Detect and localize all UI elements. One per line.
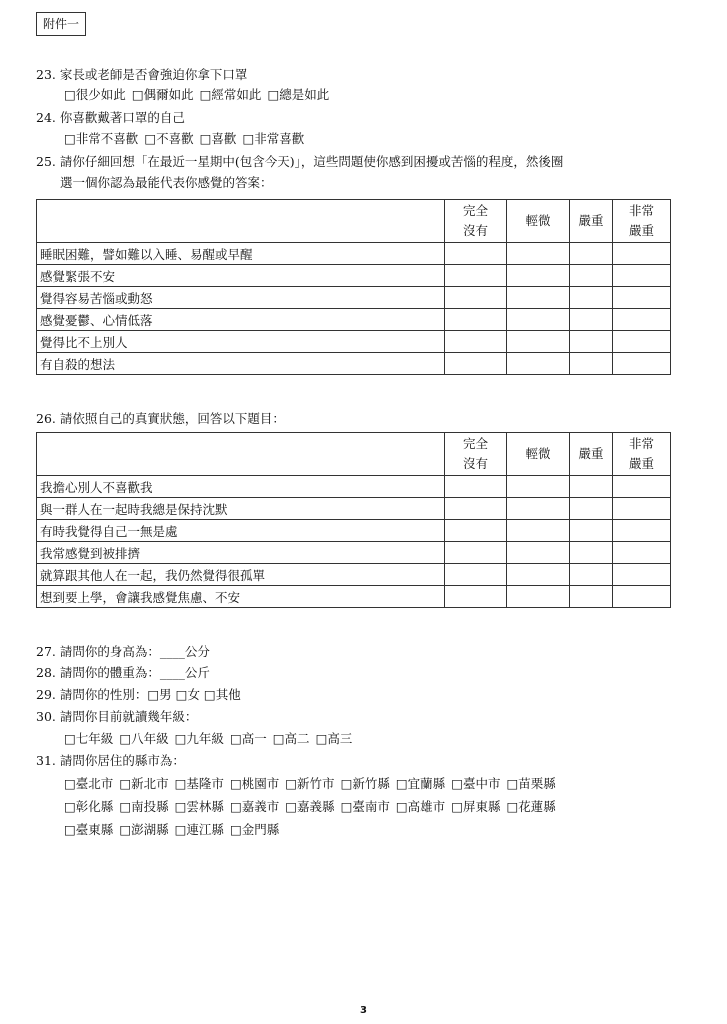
row-label: 感覺緊張不安: [37, 265, 445, 287]
answer-cell[interactable]: [445, 564, 507, 586]
row-label: 與一群人在一起時我總是保持沈默: [37, 498, 445, 520]
table-row: [37, 586, 671, 608]
option[interactable]: □基隆市: [174, 776, 224, 791]
answer-cell[interactable]: [570, 331, 613, 353]
header-severe: 嚴重: [570, 200, 613, 243]
answer-cell[interactable]: [445, 287, 507, 309]
question-24-options: [64, 130, 310, 148]
option[interactable]: □高一: [229, 731, 267, 746]
table-row: [37, 287, 671, 309]
social-anxiety-table: [36, 432, 671, 608]
answer-cell[interactable]: [507, 265, 570, 287]
option[interactable]: □臺北市: [64, 776, 114, 791]
option[interactable]: □澎湖縣: [119, 822, 169, 837]
answer-cell[interactable]: [613, 265, 671, 287]
option[interactable]: □金門縣: [229, 822, 280, 837]
header-mild: 輕微: [507, 200, 570, 243]
question-23: 23. 家長或老師是否會強迫你拿下口罩: [36, 67, 248, 82]
table-row: [37, 542, 671, 564]
answer-cell[interactable]: [445, 309, 507, 331]
option[interactable]: □偶爾如此: [131, 87, 194, 102]
option[interactable]: □雲林縣: [174, 799, 224, 814]
option[interactable]: □喜歡: [199, 131, 237, 146]
answer-cell[interactable]: [445, 498, 507, 520]
option[interactable]: □桃園市: [229, 776, 280, 791]
option[interactable]: □苗栗縣: [506, 776, 556, 791]
question-23-options: [64, 86, 335, 104]
row-label: 感覺憂鬱、心情低落: [37, 309, 445, 331]
option[interactable]: □嘉義市: [229, 799, 280, 814]
answer-cell[interactable]: [507, 476, 570, 498]
option[interactable]: □很少如此: [64, 87, 126, 102]
answer-cell[interactable]: [570, 476, 613, 498]
table-row: [37, 265, 671, 287]
row-label: 我常感覺到被排擠: [37, 542, 445, 564]
answer-cell[interactable]: [445, 542, 507, 564]
option[interactable]: □臺中市: [451, 776, 501, 791]
table-row: [37, 243, 671, 265]
table-header-row: [37, 200, 671, 243]
table-row: [37, 498, 671, 520]
header-none: 完全 沒有: [445, 433, 507, 476]
option[interactable]: □連江縣: [174, 822, 224, 837]
table-row: [37, 331, 671, 353]
row-label: 我擔心別人不喜歡我: [37, 476, 445, 498]
answer-cell[interactable]: [570, 309, 613, 331]
table-row: [37, 520, 671, 542]
answer-cell[interactable]: [613, 476, 671, 498]
header-very-severe: 非常 嚴重: [613, 433, 671, 476]
answer-cell[interactable]: [613, 520, 671, 542]
option[interactable]: □屏東縣: [451, 799, 501, 814]
item-header: [37, 200, 445, 243]
header-none: 完全 沒有: [445, 200, 507, 243]
row-label: 覺得比不上別人: [37, 331, 445, 353]
option[interactable]: □高二: [272, 731, 310, 746]
option[interactable]: □高雄市: [395, 799, 446, 814]
table-row: [37, 564, 671, 586]
answer-cell[interactable]: [570, 243, 613, 265]
table-row: [37, 309, 671, 331]
table-row: [37, 476, 671, 498]
answer-cell[interactable]: [570, 564, 613, 586]
row-label: 睡眠困難，譬如難以入睡、易醒或早醒: [37, 243, 445, 265]
answer-cell[interactable]: [445, 520, 507, 542]
answer-cell[interactable]: [445, 586, 507, 608]
distress-table: [36, 199, 671, 375]
answer-cell[interactable]: [570, 353, 613, 375]
answer-cell[interactable]: [445, 243, 507, 265]
answer-cell[interactable]: [613, 498, 671, 520]
question-28: 28. 請問你的體重為：____公斤: [36, 665, 210, 680]
option[interactable]: □七年級: [64, 731, 114, 746]
page-number: 3: [360, 1005, 367, 1016]
answer-cell[interactable]: [570, 586, 613, 608]
option[interactable]: □彰化縣: [64, 799, 114, 814]
option[interactable]: □非常喜歡: [242, 131, 305, 146]
question-27: 27. 請問你的身高為：____公分: [36, 644, 210, 659]
table-row: [37, 353, 671, 375]
answer-cell[interactable]: [613, 353, 671, 375]
row-label: 有自殺的想法: [37, 353, 445, 375]
question-31-options-row2: [64, 798, 562, 816]
option[interactable]: □新竹縣: [340, 776, 390, 791]
answer-cell[interactable]: [613, 564, 671, 586]
answer-cell[interactable]: [445, 331, 507, 353]
answer-cell[interactable]: [507, 353, 570, 375]
question-30: 30. 請問你目前就讀幾年級：: [36, 709, 198, 724]
attachment-label: 附件一: [36, 12, 86, 36]
answer-cell[interactable]: [445, 353, 507, 375]
option[interactable]: □八年級: [119, 731, 169, 746]
option[interactable]: □花蓮縣: [506, 799, 556, 814]
question-31-options-row1: [64, 775, 562, 793]
answer-cell[interactable]: [613, 586, 671, 608]
answer-cell[interactable]: [507, 564, 570, 586]
answer-cell[interactable]: [613, 243, 671, 265]
answer-cell[interactable]: [570, 520, 613, 542]
answer-cell[interactable]: [613, 309, 671, 331]
table-header-row: [37, 433, 671, 476]
option[interactable]: □臺東縣: [64, 822, 114, 837]
option[interactable]: □總是如此: [267, 87, 330, 102]
row-label: 有時我覺得自己一無是處: [37, 520, 445, 542]
answer-cell[interactable]: [570, 265, 613, 287]
option[interactable]: □嘉義縣: [285, 799, 335, 814]
option[interactable]: □九年級: [174, 731, 224, 746]
answer-cell[interactable]: [507, 498, 570, 520]
option[interactable]: □臺南市: [340, 799, 390, 814]
answer-cell[interactable]: [613, 542, 671, 564]
option[interactable]: □南投縣: [119, 799, 169, 814]
option[interactable]: □宜蘭縣: [395, 776, 446, 791]
answer-cell[interactable]: [613, 331, 671, 353]
option[interactable]: □新北市: [119, 776, 169, 791]
answer-cell[interactable]: [507, 331, 570, 353]
header-mild: 輕微: [507, 433, 570, 476]
answer-cell[interactable]: [613, 287, 671, 309]
question-25-line2: 選一個你認為最能代表你感覺的答案：: [60, 175, 273, 190]
row-label: 覺得容易苦惱或動怒: [37, 287, 445, 309]
option[interactable]: □非常不喜歡: [64, 131, 139, 146]
answer-cell[interactable]: [570, 542, 613, 564]
option[interactable]: □不喜歡: [144, 131, 194, 146]
answer-cell[interactable]: [507, 309, 570, 331]
question-31-options-row3: [64, 821, 285, 839]
row-label: 想到要上學，會讓我感覺焦慮、不安: [37, 586, 445, 608]
option[interactable]: □新竹市: [285, 776, 335, 791]
item-header: [37, 433, 445, 476]
question-26: 26. 請依照自己的真實狀態，回答以下題目：: [36, 411, 285, 426]
question-25-line1: 25. 請你仔細回想「在最近一星期中(包含今天)」，這些問題使你感到困擾或苦惱的程度，然後圈: [36, 154, 564, 169]
question-29: 29. 請問你的性別：□男 □女 □其他: [36, 687, 241, 702]
header-severe: 嚴重: [570, 433, 613, 476]
row-label: 就算跟其他人在一起，我仍然覺得很孤單: [37, 564, 445, 586]
question-31: 31. 請問你居住的縣市為：: [36, 753, 185, 768]
answer-cell[interactable]: [507, 243, 570, 265]
answer-cell[interactable]: [445, 476, 507, 498]
answer-cell[interactable]: [507, 586, 570, 608]
answer-cell[interactable]: [570, 287, 613, 309]
answer-cell[interactable]: [570, 498, 613, 520]
header-very-severe: 非常 嚴重: [613, 200, 671, 243]
answer-cell[interactable]: [445, 265, 507, 287]
answer-cell[interactable]: [507, 520, 570, 542]
option[interactable]: □經常如此: [199, 87, 262, 102]
option[interactable]: □高三: [315, 731, 353, 746]
answer-cell[interactable]: [507, 287, 570, 309]
question-30-options: [64, 730, 358, 748]
question-24: 24. 你喜歡戴著口罩的自己: [36, 110, 185, 125]
answer-cell[interactable]: [507, 542, 570, 564]
